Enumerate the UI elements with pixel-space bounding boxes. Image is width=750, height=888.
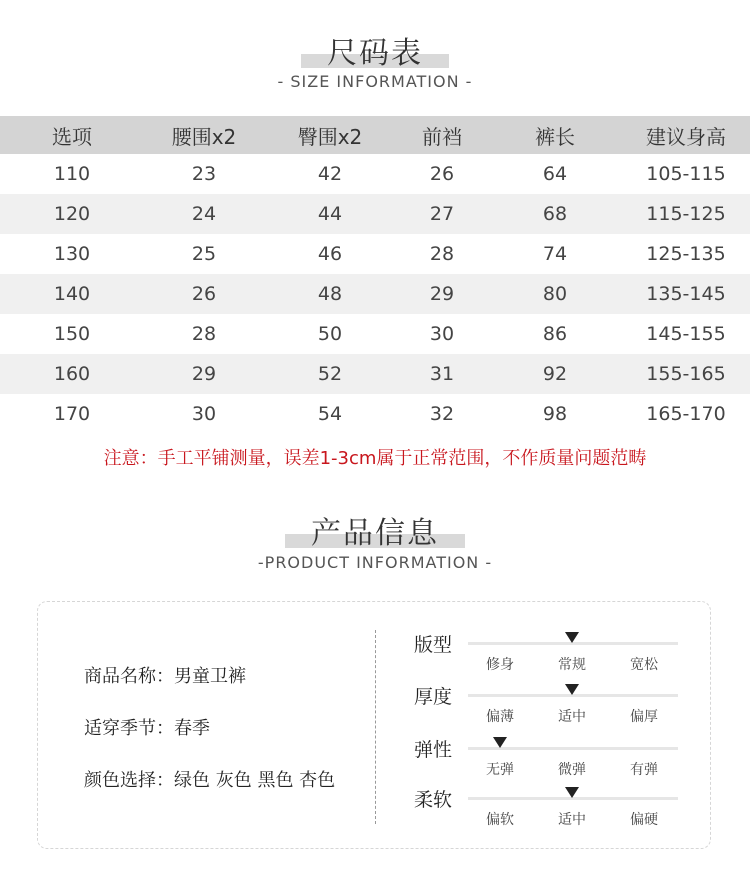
table-cell: 86	[542, 323, 568, 345]
header-cell: 选项	[52, 124, 92, 149]
attribute-option: 偏厚	[630, 709, 658, 725]
product-name-line: 商品名称：男童卫裤	[84, 666, 246, 687]
table-cell: 92	[542, 363, 568, 385]
table-cell: 105-115	[646, 163, 726, 185]
attribute-option: 适中	[558, 709, 586, 725]
table-cell: 98	[542, 403, 568, 425]
header-cell: 前裆	[422, 124, 462, 149]
product-subtitle: -PRODUCT INFORMATION -	[257, 553, 493, 572]
attribute-option: 微弹	[558, 762, 586, 778]
size-title	[0, 28, 750, 72]
table-cell: 42	[317, 163, 343, 185]
table-cell: 145-155	[646, 323, 726, 345]
attribute-option: 宽松	[630, 657, 658, 673]
selected-marker-icon	[565, 684, 579, 695]
table-cell: 32	[429, 403, 455, 425]
measurement-note: 注意：手工平铺测量，误差1-3cm属于正常范围，不作质量问题范畴	[103, 448, 647, 469]
table-cell: 28	[191, 323, 217, 345]
attribute-label: 柔软	[414, 789, 453, 811]
table-cell: 26	[191, 283, 217, 305]
table-cell: 80	[542, 283, 568, 305]
table-row	[0, 234, 750, 274]
attribute-label: 弹性	[414, 739, 453, 761]
attribute-option: 常规	[558, 657, 586, 673]
table-cell: 68	[542, 203, 568, 225]
table-cell: 26	[429, 163, 455, 185]
table-row	[0, 154, 750, 194]
table-cell: 24	[191, 203, 217, 225]
table-cell: 29	[429, 283, 455, 305]
table-cell: 170	[53, 403, 91, 425]
table-cell: 25	[191, 243, 217, 265]
attribute-option: 偏软	[486, 812, 514, 828]
table-row	[0, 194, 750, 234]
header-cell: 腰围x2	[171, 124, 237, 149]
selected-marker-icon	[565, 632, 579, 643]
table-cell: 165-170	[646, 403, 726, 425]
attribute-option: 无弹	[486, 762, 514, 778]
color-options-line: 颜色选择：绿色 灰色 黑色 杏色	[84, 770, 336, 791]
selected-marker-icon	[565, 787, 579, 798]
header-cell: 裤长	[535, 124, 575, 149]
attribute-option: 修身	[486, 657, 514, 673]
table-cell: 28	[429, 243, 455, 265]
size-subtitle: - SIZE INFORMATION -	[277, 72, 473, 91]
table-cell: 110	[53, 163, 91, 185]
table-cell: 30	[429, 323, 455, 345]
table-header-row	[0, 116, 750, 154]
table-cell: 140	[53, 283, 91, 305]
table-cell: 30	[191, 403, 217, 425]
table-cell: 46	[317, 243, 343, 265]
table-cell: 48	[317, 283, 343, 305]
table-cell: 155-165	[646, 363, 726, 385]
table-row	[0, 314, 750, 354]
attribute-option: 偏硬	[630, 812, 658, 828]
table-cell: 160	[53, 363, 91, 385]
attribute-option: 偏薄	[486, 709, 514, 725]
size-title-text: 尺码表	[327, 36, 423, 71]
table-row	[0, 274, 750, 314]
size-table	[0, 116, 750, 434]
table-cell: 130	[53, 243, 91, 265]
table-cell: 115-125	[646, 203, 726, 225]
table-cell: 64	[542, 163, 568, 185]
table-cell: 150	[53, 323, 91, 345]
attribute-option: 有弹	[630, 762, 658, 778]
table-cell: 135-145	[646, 283, 726, 305]
attribute-option: 适中	[558, 812, 586, 828]
table-cell: 44	[317, 203, 343, 225]
table-cell: 52	[317, 363, 343, 385]
table-cell: 29	[191, 363, 217, 385]
attribute-label: 厚度	[414, 686, 453, 708]
table-cell: 74	[542, 243, 568, 265]
table-cell: 23	[191, 163, 217, 185]
header-cell: 臀围x2	[297, 124, 363, 149]
product-title	[0, 508, 750, 552]
attribute-label: 版型	[414, 634, 453, 656]
table-cell: 54	[317, 403, 343, 425]
table-cell: 50	[317, 323, 343, 345]
table-cell: 125-135	[646, 243, 726, 265]
product-title-text: 产品信息	[311, 516, 439, 551]
table-cell: 120	[53, 203, 91, 225]
table-row	[0, 354, 750, 394]
table-cell: 31	[429, 363, 455, 385]
table-row	[0, 394, 750, 434]
selected-marker-icon	[493, 737, 507, 748]
header-cell: 建议身高	[646, 124, 726, 149]
season-line: 适穿季节：春季	[84, 718, 210, 739]
table-cell: 27	[429, 203, 455, 225]
vertical-divider	[375, 630, 376, 824]
product-info-box	[37, 601, 711, 849]
